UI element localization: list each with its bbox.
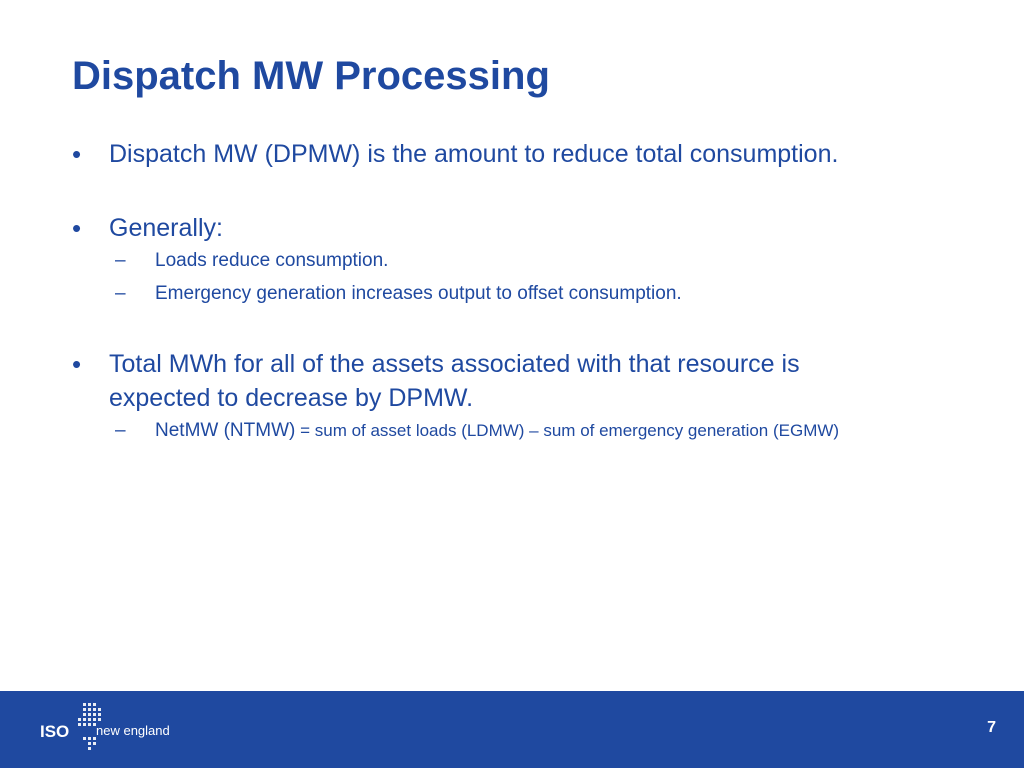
logo-text-iso: ISO <box>40 722 70 741</box>
subitem-emergency-generation <box>115 281 995 307</box>
page-number: 7 <box>987 719 996 736</box>
bullet-marker: • <box>72 139 82 169</box>
bullet-text-line: Total MWh for all of the assets associated with that resource is <box>109 350 800 378</box>
bullet-text <box>109 347 972 415</box>
bullet-item-dispatch-mw <box>72 137 972 171</box>
bullet-text-line: expected to decrease by DPMW. <box>109 384 474 412</box>
subitem-text-main: NetMW (NTMW) <box>155 420 296 441</box>
bullet-marker: • <box>72 349 82 379</box>
bullet-item-total-mwh <box>72 347 972 415</box>
slide-title: Dispatch MW Processing <box>72 54 550 98</box>
bullet-marker: • <box>72 213 82 243</box>
subitem-text <box>155 418 995 444</box>
subitem-netmw <box>115 418 995 444</box>
subitem-loads <box>115 248 995 274</box>
subitem-text: Emergency generation increases output to offset consumption. <box>155 283 682 304</box>
logo-text-region: new england <box>96 723 170 738</box>
subitem-marker: – <box>115 283 126 304</box>
bullet-text: Dispatch MW (DPMW) is the amount to reduce total consumption. <box>109 140 839 168</box>
bullet-text: Generally: <box>109 214 223 242</box>
subitem-marker: – <box>115 250 126 271</box>
subitem-text-formula: = sum of asset loads (LDMW) – sum of emergency generation (EGMW) <box>295 421 840 440</box>
subitem-text: Loads reduce consumption. <box>155 250 389 271</box>
subitem-marker: – <box>115 420 126 441</box>
bullet-item-generally <box>72 211 972 245</box>
iso-new-england-logo <box>40 699 180 761</box>
footer-bar <box>0 691 1024 768</box>
